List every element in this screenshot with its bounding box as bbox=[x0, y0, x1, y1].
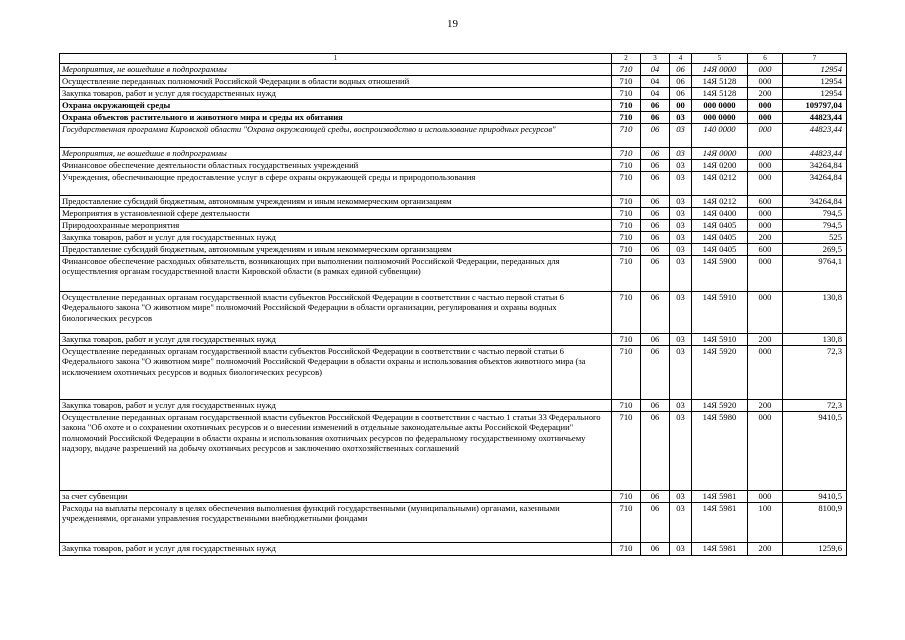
target-article-cell: 14Я 5980 bbox=[692, 411, 748, 490]
header-cell: 3 bbox=[641, 54, 670, 64]
expense-type-cell: 000 bbox=[748, 291, 783, 333]
target-article-cell: 14Я 0405 bbox=[692, 219, 748, 231]
subsection-code-cell: 03 bbox=[670, 255, 692, 291]
target-article-cell: 14Я 5981 bbox=[692, 490, 748, 502]
subsection-code-cell: 03 bbox=[670, 147, 692, 159]
page-number: 19 bbox=[447, 18, 458, 30]
table-row bbox=[60, 147, 847, 159]
expense-type-cell: 200 bbox=[748, 87, 783, 99]
subsection-code-cell: 06 bbox=[670, 64, 692, 76]
table-row bbox=[60, 345, 847, 399]
target-article-cell: 14Я 0000 bbox=[692, 64, 748, 76]
amount-cell: 1259,6 bbox=[783, 542, 847, 555]
section-code-cell: 06 bbox=[641, 243, 670, 255]
ministry-code-cell: 710 bbox=[612, 345, 641, 399]
target-article-cell: 14Я 5910 bbox=[692, 291, 748, 333]
table-row bbox=[60, 255, 847, 291]
section-code-cell: 06 bbox=[641, 147, 670, 159]
table-row bbox=[60, 399, 847, 411]
expense-type-cell: 000 bbox=[748, 255, 783, 291]
section-code-cell: 04 bbox=[641, 64, 670, 76]
target-article-cell: 14Я 0000 bbox=[692, 147, 748, 159]
expense-name-cell: Осуществление переданных органам государственной власти субъектов Российской Федерации в соответствии с частью первой статьи 6 Федерального закона "О животном мире" полномочий Российской Федерации в области организации, регулирования и охраны водных биологических ресурсов bbox=[60, 291, 612, 333]
amount-cell: 130,8 bbox=[783, 291, 847, 333]
expense-type-cell: 200 bbox=[748, 399, 783, 411]
amount-cell: 12954 bbox=[783, 64, 847, 76]
section-code-cell: 06 bbox=[641, 345, 670, 399]
target-article-cell: 14Я 5981 bbox=[692, 502, 748, 542]
amount-cell: 12954 bbox=[783, 75, 847, 87]
section-code-cell: 06 bbox=[641, 542, 670, 555]
section-code-cell: 06 bbox=[641, 502, 670, 542]
amount-cell: 72,3 bbox=[783, 399, 847, 411]
section-code-cell: 06 bbox=[641, 411, 670, 490]
ministry-code-cell: 710 bbox=[612, 411, 641, 490]
ministry-code-cell: 710 bbox=[612, 502, 641, 542]
target-article-cell: 14Я 5900 bbox=[692, 255, 748, 291]
expense-name-cell: Осуществление переданных органам государственной власти субъектов Российской Федерации в соответствии с частью первой статьи 6 Федерального закона "О животном мире" полномочий Российской Федерации в области охраны и использования объектов животного мира (за исключением охотничьих ресурсов и водных биологических ресурсов) bbox=[60, 345, 612, 399]
section-code-cell: 06 bbox=[641, 111, 670, 123]
ministry-code-cell: 710 bbox=[612, 219, 641, 231]
table-row bbox=[60, 171, 847, 195]
section-code-cell: 04 bbox=[641, 75, 670, 87]
ministry-code-cell: 710 bbox=[612, 255, 641, 291]
subsection-code-cell: 03 bbox=[670, 411, 692, 490]
section-code-cell: 06 bbox=[641, 219, 670, 231]
ministry-code-cell: 710 bbox=[612, 333, 641, 345]
target-article-cell: 140 0000 bbox=[692, 123, 748, 147]
expense-name-cell: Мероприятия, не вошедшие в подпрограммы bbox=[60, 64, 612, 76]
amount-cell: 794,5 bbox=[783, 207, 847, 219]
ministry-code-cell: 710 bbox=[612, 291, 641, 333]
subsection-code-cell: 03 bbox=[670, 195, 692, 207]
expense-name-cell: за счет субвенции bbox=[60, 490, 612, 502]
subsection-code-cell: 03 bbox=[670, 123, 692, 147]
subsection-code-cell: 03 bbox=[670, 111, 692, 123]
ministry-code-cell: 710 bbox=[612, 490, 641, 502]
expense-type-cell: 000 bbox=[748, 219, 783, 231]
table-row bbox=[60, 243, 847, 255]
expense-type-cell: 000 bbox=[748, 64, 783, 76]
ministry-code-cell: 710 bbox=[612, 87, 641, 99]
table-row bbox=[60, 64, 847, 76]
expense-name-cell: Закупка товаров, работ и услуг для государственных нужд bbox=[60, 87, 612, 99]
header-cell: 4 bbox=[670, 54, 692, 64]
target-article-cell: 14Я 0200 bbox=[692, 159, 748, 171]
expense-name-cell: Расходы на выплаты персоналу в целях обеспечения выполнения функций государственными (муниципальными) органами, казенными учреждениями, органами управления государственными внебюджетными фондами bbox=[60, 502, 612, 542]
section-code-cell: 06 bbox=[641, 333, 670, 345]
section-code-cell: 06 bbox=[641, 291, 670, 333]
target-article-cell: 14Я 5128 bbox=[692, 87, 748, 99]
ministry-code-cell: 710 bbox=[612, 243, 641, 255]
table-row bbox=[60, 219, 847, 231]
section-code-cell: 04 bbox=[641, 87, 670, 99]
subsection-code-cell: 03 bbox=[670, 333, 692, 345]
target-article-cell: 14Я 5920 bbox=[692, 399, 748, 411]
expense-type-cell: 000 bbox=[748, 171, 783, 195]
ministry-code-cell: 710 bbox=[612, 99, 641, 111]
section-code-cell: 06 bbox=[641, 255, 670, 291]
amount-cell: 44823,44 bbox=[783, 123, 847, 147]
section-code-cell: 06 bbox=[641, 159, 670, 171]
subsection-code-cell: 06 bbox=[670, 87, 692, 99]
amount-cell: 44823,44 bbox=[783, 147, 847, 159]
subsection-code-cell: 03 bbox=[670, 490, 692, 502]
header-cell: 6 bbox=[748, 54, 783, 64]
table-row bbox=[60, 195, 847, 207]
expense-type-cell: 200 bbox=[748, 542, 783, 555]
table-row bbox=[60, 159, 847, 171]
ministry-code-cell: 710 bbox=[612, 75, 641, 87]
amount-cell: 12954 bbox=[783, 87, 847, 99]
header-cell: 5 bbox=[692, 54, 748, 64]
target-article-cell: 14Я 0212 bbox=[692, 171, 748, 195]
expense-name-cell: Закупка товаров, работ и услуг для государственных нужд bbox=[60, 231, 612, 243]
header-cell: 1 bbox=[60, 54, 612, 64]
expense-name-cell: Финансовое обеспечение деятельности областных государственных учреждений bbox=[60, 159, 612, 171]
table-row bbox=[60, 75, 847, 87]
expense-type-cell: 000 bbox=[748, 75, 783, 87]
expense-name-cell: Финансовое обеспечение расходных обязательств, возникающих при выполнении полномочий Российской Федерации, переданных для осуществления органам государственной власти Кировской области (в рамках единой субвенции) bbox=[60, 255, 612, 291]
subsection-code-cell: 06 bbox=[670, 75, 692, 87]
expense-name-cell: Охрана окружающей среды bbox=[60, 99, 612, 111]
table-row bbox=[60, 542, 847, 555]
ministry-code-cell: 710 bbox=[612, 207, 641, 219]
amount-cell: 9764,1 bbox=[783, 255, 847, 291]
ministry-code-cell: 710 bbox=[612, 147, 641, 159]
amount-cell: 34264,84 bbox=[783, 159, 847, 171]
ministry-code-cell: 710 bbox=[612, 159, 641, 171]
subsection-code-cell: 03 bbox=[670, 207, 692, 219]
table-row bbox=[60, 111, 847, 123]
target-article-cell: 14Я 0400 bbox=[692, 207, 748, 219]
subsection-code-cell: 03 bbox=[670, 219, 692, 231]
target-article-cell: 000 0000 bbox=[692, 99, 748, 111]
ministry-code-cell: 710 bbox=[612, 64, 641, 76]
subsection-code-cell: 03 bbox=[670, 542, 692, 555]
ministry-code-cell: 710 bbox=[612, 195, 641, 207]
target-article-cell: 14Я 0405 bbox=[692, 243, 748, 255]
ministry-code-cell: 710 bbox=[612, 399, 641, 411]
expense-type-cell: 600 bbox=[748, 195, 783, 207]
ministry-code-cell: 710 bbox=[612, 171, 641, 195]
ministry-code-cell: 710 bbox=[612, 111, 641, 123]
expense-type-cell: 000 bbox=[748, 159, 783, 171]
amount-cell: 109797,04 bbox=[783, 99, 847, 111]
table-row bbox=[60, 99, 847, 111]
subsection-code-cell: 03 bbox=[670, 345, 692, 399]
expense-type-cell: 000 bbox=[748, 99, 783, 111]
section-code-cell: 06 bbox=[641, 99, 670, 111]
expense-name-cell: Учреждения, обеспечивающие предоставление услуг в сфере охраны окружающей среды и природопользования bbox=[60, 171, 612, 195]
amount-cell: 794,5 bbox=[783, 219, 847, 231]
expense-type-cell: 000 bbox=[748, 207, 783, 219]
section-code-cell: 06 bbox=[641, 490, 670, 502]
table-row bbox=[60, 502, 847, 542]
target-article-cell: 14Я 5910 bbox=[692, 333, 748, 345]
expense-type-cell: 000 bbox=[748, 111, 783, 123]
ministry-code-cell: 710 bbox=[612, 231, 641, 243]
table-row bbox=[60, 490, 847, 502]
target-article-cell: 14Я 5128 bbox=[692, 75, 748, 87]
subsection-code-cell: 03 bbox=[670, 231, 692, 243]
section-code-cell: 06 bbox=[641, 171, 670, 195]
table-row bbox=[60, 411, 847, 490]
table-row bbox=[60, 333, 847, 345]
amount-cell: 525 bbox=[783, 231, 847, 243]
ministry-code-cell: 710 bbox=[612, 123, 641, 147]
expense-name-cell: Мероприятия, не вошедшие в подпрограммы bbox=[60, 147, 612, 159]
expense-type-cell: 000 bbox=[748, 147, 783, 159]
subsection-code-cell: 03 bbox=[670, 399, 692, 411]
amount-cell: 34264,84 bbox=[783, 195, 847, 207]
amount-cell: 9410,5 bbox=[783, 490, 847, 502]
expense-type-cell: 100 bbox=[748, 502, 783, 542]
expense-type-cell: 000 bbox=[748, 411, 783, 490]
expense-type-cell: 200 bbox=[748, 231, 783, 243]
budget-table bbox=[59, 53, 847, 556]
amount-cell: 9410,5 bbox=[783, 411, 847, 490]
target-article-cell: 14Я 0212 bbox=[692, 195, 748, 207]
amount-cell: 44823,44 bbox=[783, 111, 847, 123]
expense-name-cell: Государственная программа Кировской области "Охрана окружающей среды, воспроизводство и использование природных ресурсов" bbox=[60, 123, 612, 147]
amount-cell: 8100,9 bbox=[783, 502, 847, 542]
amount-cell: 72,3 bbox=[783, 345, 847, 399]
expense-name-cell: Осуществление переданных органам государственной власти субъектов Российской Федерации в соответствии с частью 1 статьи 33 Федерального закона "Об охоте и о сохранении охотничьих ресурсов и о внесении изменений в отдельные законодательные акты Российской Федерации" полномочий Российской Федерации в области охраны и использования охотничьих ресурсов по федеральному государственному охотничьему надзору, выдаче разрешений на добычу охотничьих ресурсов и заключению охотхозяйственных соглашений bbox=[60, 411, 612, 490]
expense-type-cell: 200 bbox=[748, 333, 783, 345]
header-cell: 2 bbox=[612, 54, 641, 64]
target-article-cell: 14Я 5920 bbox=[692, 345, 748, 399]
expense-type-cell: 600 bbox=[748, 243, 783, 255]
table-row bbox=[60, 291, 847, 333]
expense-type-cell: 000 bbox=[748, 490, 783, 502]
section-code-cell: 06 bbox=[641, 195, 670, 207]
amount-cell: 269,5 bbox=[783, 243, 847, 255]
subsection-code-cell: 03 bbox=[670, 243, 692, 255]
ministry-code-cell: 710 bbox=[612, 542, 641, 555]
expense-name-cell: Охрана объектов растительного и животного мира и среды их обитания bbox=[60, 111, 612, 123]
subsection-code-cell: 03 bbox=[670, 291, 692, 333]
table-row bbox=[60, 231, 847, 243]
target-article-cell: 14Я 0405 bbox=[692, 231, 748, 243]
expense-type-cell: 000 bbox=[748, 123, 783, 147]
subsection-code-cell: 03 bbox=[670, 171, 692, 195]
expense-type-cell: 000 bbox=[748, 345, 783, 399]
subsection-code-cell: 03 bbox=[670, 159, 692, 171]
table-row bbox=[60, 207, 847, 219]
expense-name-cell: Закупка товаров, работ и услуг для государственных нужд bbox=[60, 333, 612, 345]
section-code-cell: 06 bbox=[641, 207, 670, 219]
header-cell: 7 bbox=[783, 54, 847, 64]
expense-name-cell: Предоставление субсидий бюджетным, автономным учреждениям и иным некоммерческим организациям bbox=[60, 195, 612, 207]
table-row bbox=[60, 87, 847, 99]
section-code-cell: 06 bbox=[641, 399, 670, 411]
target-article-cell: 14Я 5981 bbox=[692, 542, 748, 555]
subsection-code-cell: 03 bbox=[670, 502, 692, 542]
section-code-cell: 06 bbox=[641, 231, 670, 243]
expense-name-cell: Осуществление переданных полномочий Российской Федерации в области водных отношений bbox=[60, 75, 612, 87]
expense-name-cell: Предоставление субсидий бюджетным, автономным учреждениям и иным некоммерческим организациям bbox=[60, 243, 612, 255]
expense-name-cell: Закупка товаров, работ и услуг для государственных нужд bbox=[60, 542, 612, 555]
amount-cell: 130,8 bbox=[783, 333, 847, 345]
expense-name-cell: Закупка товаров, работ и услуг для государственных нужд bbox=[60, 399, 612, 411]
target-article-cell: 000 0000 bbox=[692, 111, 748, 123]
header-row bbox=[60, 54, 847, 64]
expense-name-cell: Мероприятия в установленной сфере деятельности bbox=[60, 207, 612, 219]
amount-cell: 34264,84 bbox=[783, 171, 847, 195]
subsection-code-cell: 00 bbox=[670, 99, 692, 111]
section-code-cell: 06 bbox=[641, 123, 670, 147]
table-row bbox=[60, 123, 847, 147]
expense-name-cell: Природоохранные мероприятия bbox=[60, 219, 612, 231]
